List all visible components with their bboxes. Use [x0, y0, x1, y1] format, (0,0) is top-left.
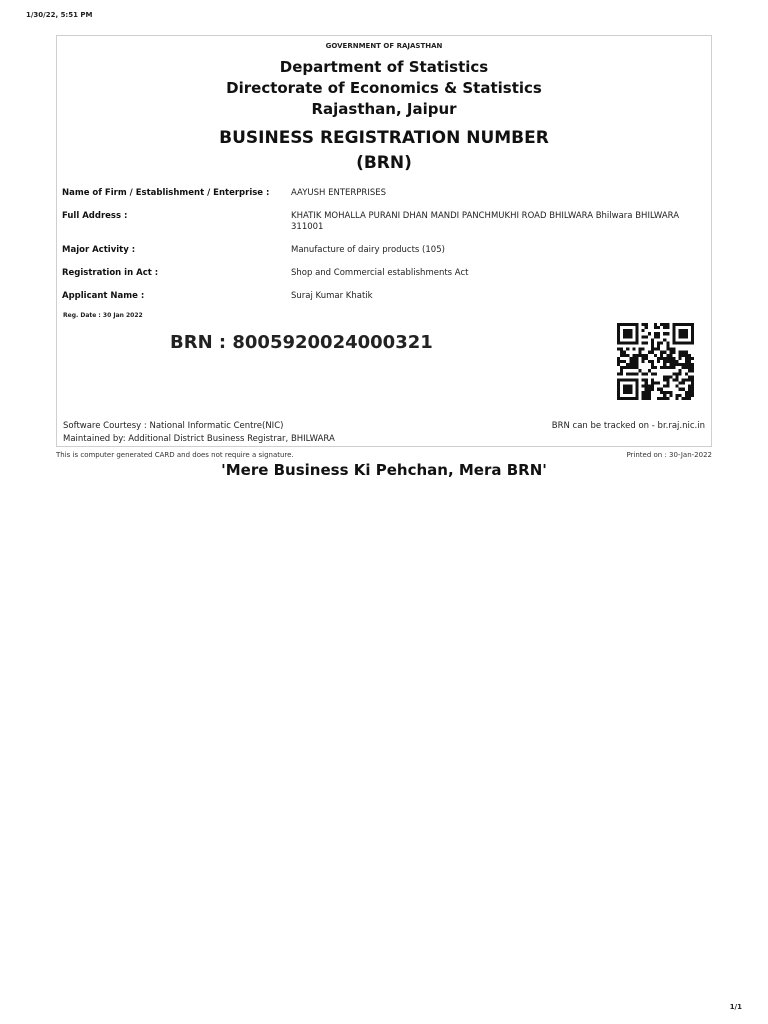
card-title — [57, 126, 711, 176]
field-label: Full Address : — [62, 211, 128, 221]
government-heading: GOVERNMENT OF RAJASTHAN — [325, 42, 443, 50]
printed-on-date: Printed on : 30-Jan-2022 — [626, 451, 712, 459]
field-value: Shop and Commercial establishments Act — [291, 268, 469, 278]
field-label: Registration in Act : — [62, 268, 159, 278]
card-title-line-2: (BRN) — [356, 153, 412, 173]
qr-code-icon — [617, 323, 694, 400]
department-heading — [57, 57, 711, 120]
registration-date: Reg. Date : 30 Jan 2022 — [63, 312, 143, 319]
brn-number: BRN : 8005920024000321 — [170, 332, 433, 353]
field-value: Suraj Kumar Khatik — [291, 291, 373, 301]
field-value: KHATIK MOHALLA PURANI DHAN MANDI PANCHMUKHI ROAD BHILWARA Bhilwara BHILWARA 311001 — [291, 211, 680, 232]
field-label: Major Activity : — [62, 245, 136, 255]
brn-card — [56, 35, 712, 447]
card-title-line-1: BUSINESS REGISTRATION NUMBER — [219, 128, 549, 148]
computer-generated-note: This is computer generated CARD and does not require a signature. — [56, 451, 294, 459]
department-line-2: Directorate of Economics & Statistics — [226, 79, 542, 97]
field-value: Manufacture of dairy products (105) — [291, 245, 445, 255]
software-courtesy: Software Courtesy : National Informatic Centre(NIC) — [63, 421, 284, 431]
brn-tracking-note: BRN can be tracked on - br.raj.nic.in — [551, 421, 705, 431]
footer-credits — [63, 420, 335, 446]
slogan: 'Mere Business Ki Pehchan, Mera BRN' — [221, 461, 547, 479]
page-counter: 1/1 — [729, 1003, 742, 1011]
maintained-by: Maintained by: Additional District Business Registrar, BHILWARA — [63, 434, 335, 444]
field-label: Applicant Name : — [62, 291, 145, 301]
field-value: AAYUSH ENTERPRISES — [291, 188, 387, 198]
print-datetime: 1/30/22, 5:51 PM — [26, 11, 93, 19]
department-line-1: Department of Statistics — [279, 58, 489, 76]
department-line-3: Rajasthan, Jaipur — [311, 100, 457, 118]
field-label: Name of Firm / Establishment / Enterprise : — [62, 188, 270, 198]
